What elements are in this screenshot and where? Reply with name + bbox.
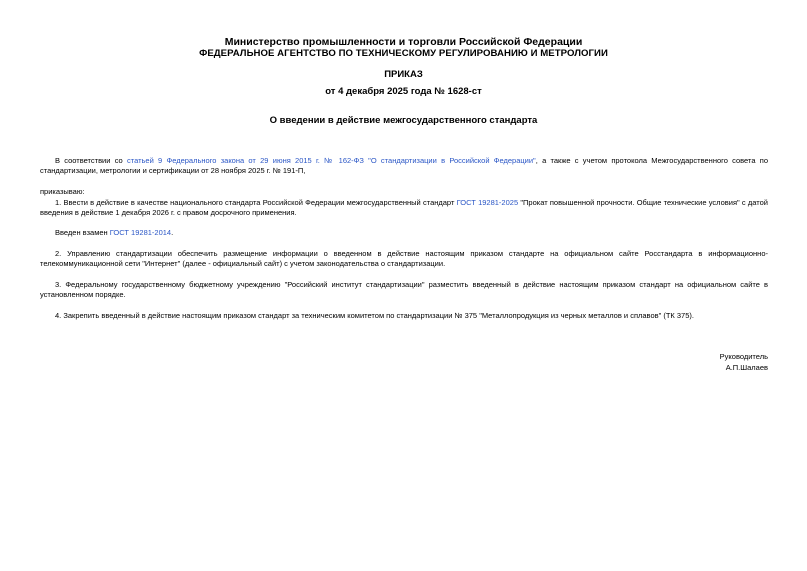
law-link[interactable]: статьей 9 Федерального закона от 29 июня 2015 г. № 162-ФЗ "О стандартизации в Российской Федерации"	[126, 156, 536, 165]
item-1-prefix: 1. Ввести в действие в качестве национального стандарта Российской Федерации межгосударственный стандарт	[55, 198, 457, 207]
replaced-paragraph	[40, 228, 768, 238]
order-word: приказываю:	[40, 187, 85, 196]
ministry-heading: Министерство промышленности и торговли Российской Федерации	[224, 36, 583, 48]
item-2-paragraph: 2. Управлению стандартизации обеспечить размещение информации о введенном в действие настоящим приказом стандарте на официальном сайте Росстандарта в информационно-телекоммуникационной сети "Интернет" (далее - официальный сайт) с учетом законодательства о стандартизации.	[40, 249, 768, 268]
signature-position: Руководитель	[719, 352, 768, 361]
item-3-paragraph: 3. Федеральному государственному бюджетному учреждению "Российский институт стандартизации" разместить введенный в действие настоящим приказом стандарт на официальном сайте в установленном порядке.	[40, 280, 768, 299]
gost-2014-link[interactable]: ГОСТ 19281-2014	[109, 228, 172, 237]
date-number-line: от 4 декабря 2025 года № 1628-ст	[325, 86, 482, 97]
subject-heading: О введении в действие межгосударственного стандарта	[269, 115, 538, 126]
gost-2025-link[interactable]: ГОСТ 19281-2025	[456, 198, 519, 207]
doc-type-heading: ПРИКАЗ	[384, 69, 423, 80]
item-1-suffix: "Прокат повышенной прочности. Общие технические условия" с датой введения в действие 1 декабря 2026 г. с правом досрочного применения.	[40, 198, 768, 217]
replaced-prefix: Введен взамен	[55, 228, 110, 237]
preamble-prefix: В соответствии со	[55, 156, 127, 165]
item-4-paragraph: 4. Закрепить введенный в действие настоящим приказом стандарт за техническим комитетом по стандартизации № 375 "Металлопродукция из черных металлов и сплавов" (ТК 375).	[55, 311, 694, 320]
signature-name: А.П.Шалаев	[725, 363, 768, 372]
preamble-suffix: , а также с учетом протокола Межгосударственного совета по стандартизации, метрологии и сертификации от 28 ноября 2025 г. № 191-П,	[40, 156, 768, 175]
preamble-paragraph	[40, 156, 768, 176]
replaced-suffix: .	[171, 228, 174, 237]
item-1-paragraph	[40, 198, 768, 218]
agency-heading: ФЕДЕРАЛЬНОЕ АГЕНТСТВО ПО ТЕХНИЧЕСКОМУ РЕГУЛИРОВАНИЮ И МЕТРОЛОГИИ	[199, 48, 608, 59]
